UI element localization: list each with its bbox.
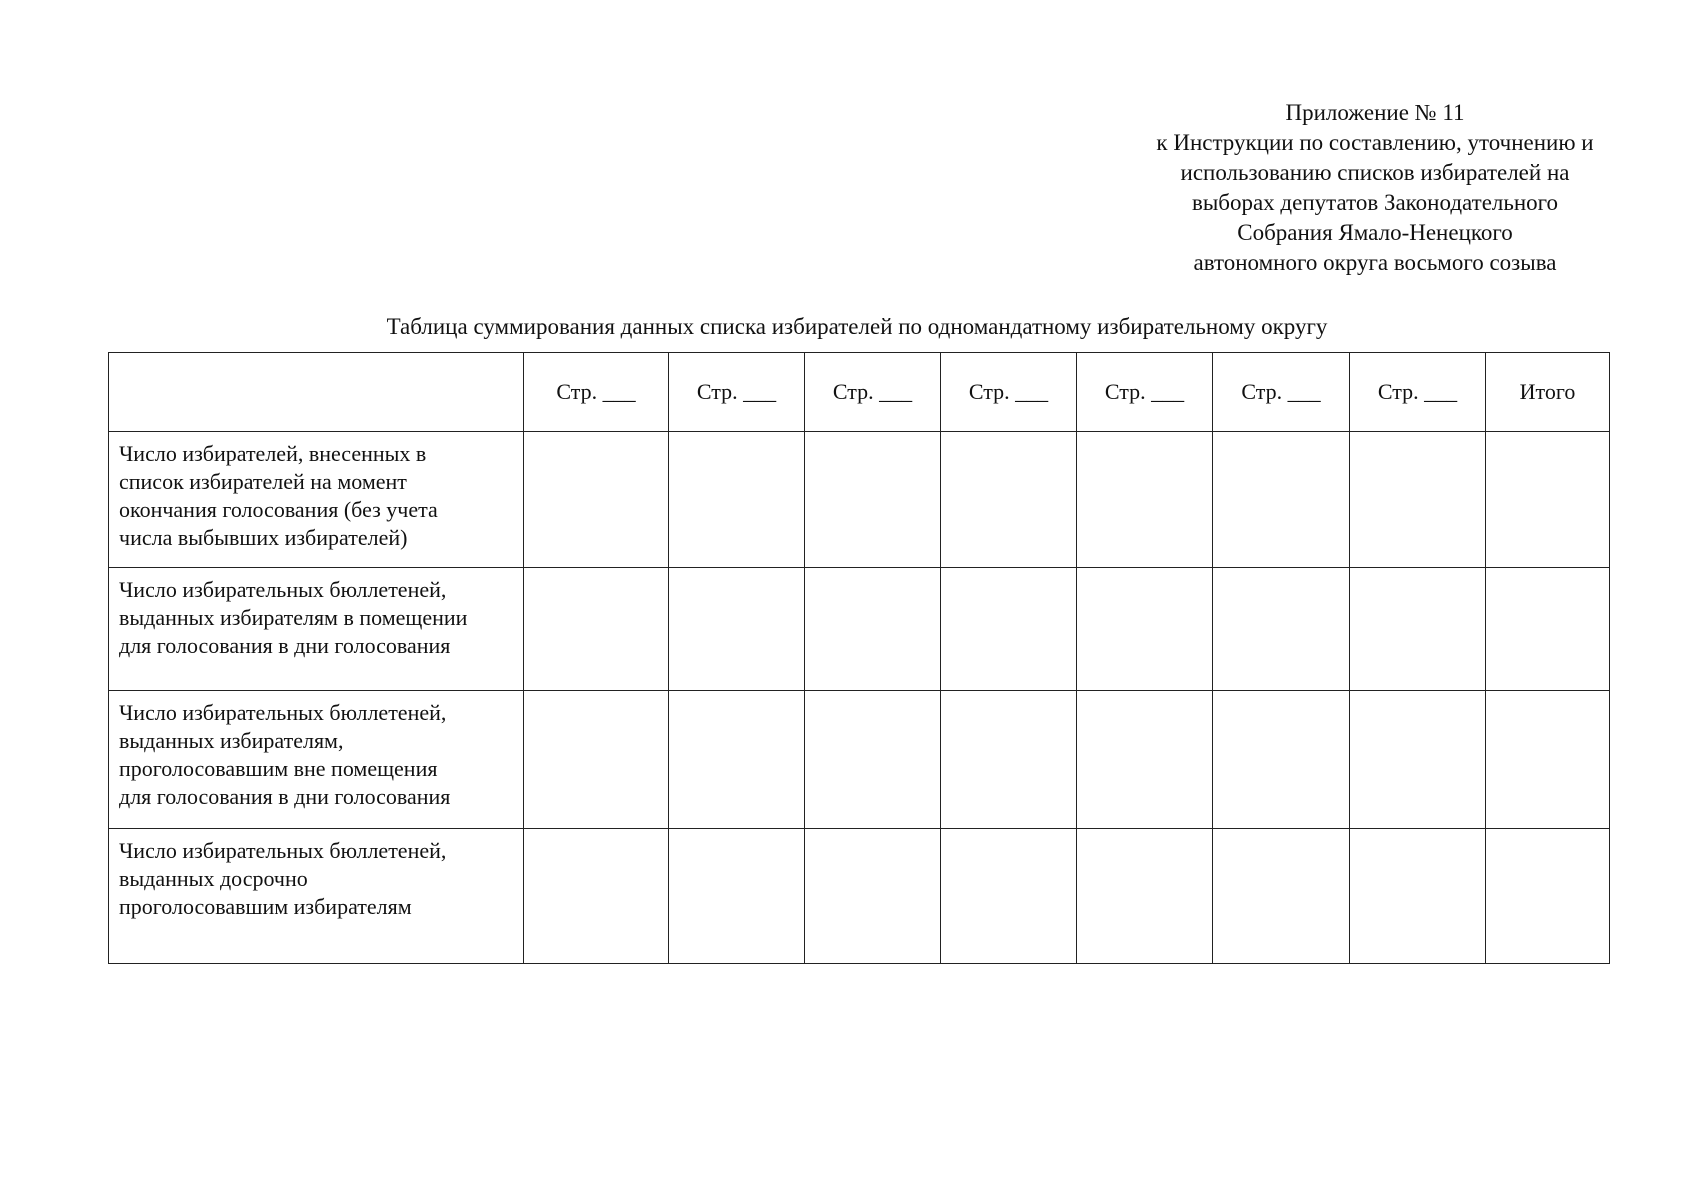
value-cell[interactable] bbox=[1213, 568, 1350, 691]
total-cell[interactable] bbox=[1486, 432, 1610, 568]
appendix-line: к Инструкции по составлению, уточнению и bbox=[1156, 130, 1594, 155]
value-cell[interactable] bbox=[1350, 829, 1486, 964]
row-label-line: выданных досрочно bbox=[119, 866, 308, 891]
table-row bbox=[109, 432, 1610, 568]
row-label-line: список избирателей на момент bbox=[119, 469, 407, 494]
appendix-line: выборах депутатов Законодательного bbox=[1191, 190, 1559, 215]
table-header-row bbox=[109, 353, 1610, 432]
page-column-header: Стр. ___ bbox=[805, 353, 941, 432]
page-column-header: Стр. ___ bbox=[1350, 353, 1486, 432]
appendix-line: автономного округа восьмого созыва bbox=[1193, 250, 1557, 275]
table-row bbox=[109, 568, 1610, 691]
value-cell[interactable] bbox=[1350, 432, 1486, 568]
row-label-line: Число избирательных бюллетеней, bbox=[119, 700, 447, 725]
appendix-line: Приложение № 11 bbox=[1285, 100, 1465, 125]
value-cell[interactable] bbox=[941, 432, 1077, 568]
row-label-line: выданных избирателям, bbox=[119, 728, 344, 753]
appendix-header bbox=[1080, 98, 1670, 278]
value-cell[interactable] bbox=[524, 691, 669, 829]
row-label-line: выданных избирателям в помещении bbox=[119, 605, 468, 630]
page-column-header: Стр. ___ bbox=[1213, 353, 1350, 432]
value-cell[interactable] bbox=[524, 432, 669, 568]
total-cell[interactable] bbox=[1486, 829, 1610, 964]
page-column-header: Стр. ___ bbox=[1077, 353, 1213, 432]
value-cell[interactable] bbox=[805, 432, 941, 568]
corner-cell bbox=[109, 353, 524, 432]
row-label-line: Число избирательных бюллетеней, bbox=[119, 577, 447, 602]
value-cell[interactable] bbox=[941, 829, 1077, 964]
total-cell[interactable] bbox=[1486, 691, 1610, 829]
value-cell[interactable] bbox=[1350, 568, 1486, 691]
row-label-line: окончания голосования (без учета bbox=[119, 497, 438, 522]
value-cell[interactable] bbox=[1213, 432, 1350, 568]
value-cell[interactable] bbox=[1077, 691, 1213, 829]
value-cell[interactable] bbox=[669, 691, 805, 829]
value-cell[interactable] bbox=[1213, 829, 1350, 964]
value-cell[interactable] bbox=[805, 568, 941, 691]
value-cell[interactable] bbox=[1077, 432, 1213, 568]
row-label-line: для голосования в дни голосования bbox=[119, 784, 451, 809]
row-label-line: проголосовавшим вне помещения bbox=[119, 756, 438, 781]
value-cell[interactable] bbox=[805, 691, 941, 829]
value-cell[interactable] bbox=[524, 568, 669, 691]
table-title: Таблица суммирования данных списка избирателей по одномандатному избирательному округу bbox=[386, 314, 1328, 339]
table-row bbox=[109, 829, 1610, 964]
value-cell[interactable] bbox=[1350, 691, 1486, 829]
row-label-line: Число избирателей, внесенных в bbox=[119, 441, 427, 466]
value-cell[interactable] bbox=[941, 568, 1077, 691]
value-cell[interactable] bbox=[669, 568, 805, 691]
table-row bbox=[109, 691, 1610, 829]
value-cell[interactable] bbox=[1077, 829, 1213, 964]
appendix-line: использованию списков избирателей на bbox=[1180, 160, 1570, 185]
row-label-line: для голосования в дни голосования bbox=[119, 633, 451, 658]
row-label bbox=[109, 829, 524, 964]
summary-table bbox=[108, 352, 1610, 964]
page-column-header: Стр. ___ bbox=[524, 353, 669, 432]
row-label-line: числа выбывших избирателей) bbox=[119, 525, 408, 550]
appendix-line: Собрания Ямало-Ненецкого bbox=[1237, 220, 1513, 245]
page-column-header: Стр. ___ bbox=[669, 353, 805, 432]
row-label bbox=[109, 432, 524, 568]
row-label bbox=[109, 568, 524, 691]
value-cell[interactable] bbox=[941, 691, 1077, 829]
value-cell[interactable] bbox=[805, 829, 941, 964]
value-cell[interactable] bbox=[524, 829, 669, 964]
value-cell[interactable] bbox=[669, 829, 805, 964]
row-label-line: Число избирательных бюллетеней, bbox=[119, 838, 447, 863]
row-label-line: проголосовавшим избирателям bbox=[119, 894, 412, 919]
total-cell[interactable] bbox=[1486, 568, 1610, 691]
value-cell[interactable] bbox=[1213, 691, 1350, 829]
value-cell[interactable] bbox=[669, 432, 805, 568]
value-cell[interactable] bbox=[1077, 568, 1213, 691]
row-label bbox=[109, 691, 524, 829]
page-column-header: Стр. ___ bbox=[941, 353, 1077, 432]
total-column-header: Итого bbox=[1486, 353, 1610, 432]
